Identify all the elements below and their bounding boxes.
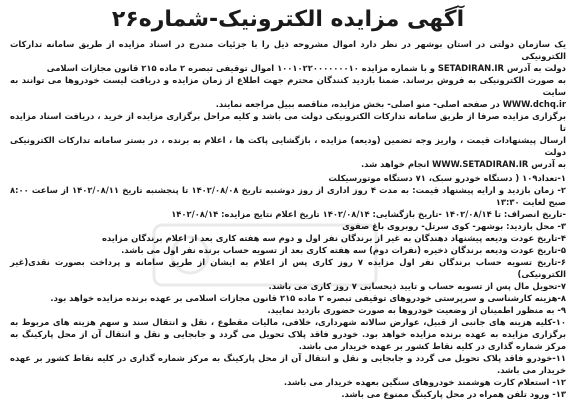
list-item: ۷-تحویل مال پس از تسویه حساب و تایید ذیحسابی ۷ روز کاری می باشد.	[268, 281, 566, 291]
list-item: ۹- به منظور اطمینان از وضعیت خودروها به صورت حضوری بازدید نمایید.	[267, 305, 566, 315]
list-item: -تاریخ انصراف: تا ۱۴۰۲/۰۸/۱۴ -تاریخ بازگشایی: ۱۴۰۲/۰۸/۱۴ تاریخ اعلام نتایج مزایده: ۱۴۰۲/۰۸/۱۴	[171, 209, 566, 219]
list-item: ۵-تاریخ عودت ودیعه برندگان ذخیره (نفرات دوم) سه هفته کاری بعد از تسویه حساب برنده نفر اول می باشد.	[121, 245, 566, 255]
notice-items	[10, 172, 566, 400]
intro-line: یک سازمان دولتی در استان بوشهر در نظر دارد اموال مشروحه ذیل را با جزئیات مندرج در اسناد مزایده از طریق سامانه تدارکات الکترونیکی	[10, 39, 566, 61]
list-item: ۱-تعداد۱۰۹ ( دستگاه خودرو سبک، ۷۱ دستگاه موتورسیکلت	[328, 173, 566, 183]
intro-line: WWW.dchq.ir در صفحه اصلی- منو اصلی- بخش مزایده، مناقصه ببیل مراجعه نمایند.	[215, 99, 566, 109]
intro-line: برگزاری مزایده صرفا از طریق سامانه تدارکات الکترونیکی دولت می باشد و کلیه مراحل برگزاری مزایده از خرید ، دریافت اسناد مزایده تا	[10, 111, 566, 133]
notice-title: آگهی مزایده الکترونیک-شماره۲۶	[111, 7, 465, 32]
list-item: ۱۳- ورود تلفن همراه در محل پارکینگ ممنوع می باشد.	[341, 389, 566, 399]
list-item: ۳- محل بازدید: بوشهر- کوی سرتل- روبروی باغ صفوی	[342, 221, 566, 231]
list-item: ۸-هزینه کارشناسی و سرپرستی خودروهای توقیفی تبصره ۲ ماده ۲۱۵ قانون مجازات اسلامی بر عهده برنده مزایده خواهد بود.	[50, 293, 566, 303]
intro-line: به آدرس WWW.SETADIRAN.IR انجام خواهد شد.	[360, 159, 566, 169]
list-item: ۱۰-کلیه هزینه های جانبی از قبیل، عوارض سالانه شهرداری، خلافی، مالیات مقطوع ، نقل و انتقال سند و سهم هزینه های مربوط به برگزاری مزایده به عهده برنده مزایده خواهد بود. خودرو فاقد پلاک تحویل می گردد و جابجایی و نقل و انتقال آن از محل پارکینگ به مرکز شماره گذاری در کلیه نقاط کشور بر عهده خریدار می باشد.	[10, 317, 566, 351]
list-item: ۱۱-خودرو فاقد پلاک تحویل می گردد و جابجایی و نقل و انتقال آن از محل پارکینگ به مرکز شماره گذاری در کلیه نقاط کشور بر عهده خریدار می باشد.	[10, 353, 566, 375]
list-item: ۶-تاریخ تسویه حساب برندگان نفر اول مزایده ۷ روز کاری پس از اعلام به ایشان از طریق سامانه و پرداخت بصورت نقدی(غیر الکترونیکی)	[10, 257, 566, 279]
list-item: ۱۲- استعلام کارت هوشمند خودروهای سنگین بعهده خریدار می باشد.	[283, 377, 566, 387]
intro-line: دولت به آدرس SETADIRAN.IR و با شماره مزایده ۱۰۰۱۰۲۲۰۰۰۰۰۰۰۱۰ اموال توقیفی تبصره ۲ ماده ۲۱۵ قانون مجازات اسلامی	[46, 63, 566, 73]
intro-line: به صورت الکترونیکی به فروش برساند. ضمنا بازدید کنندگان محترم جهت اطلاع از زمان مزایده و دریافت لیست خودروها می توانند به سایت	[10, 75, 566, 97]
list-item: ۴-تاریخ عودت ودیعه پیشنهاد دهندگان به غیر از برندگان نفر اول و دوم سه هفته کاری بعد از اعلام برندگان مزایده	[101, 233, 566, 243]
intro-line: ارسال پیشنهادات قیمت ، واریز وجه تضمین (ودیعه) مزایده ، بازگشایی پاکت ها ، اعلام به برنده ، در بستر سامانه تدارکات الکترونیکی دولت	[10, 135, 566, 157]
notice-intro	[10, 38, 566, 170]
list-item: ۲- زمان بازدید و ارایه پیشنهاد قیمت: به مدت ۴ روز اداری از روز دوشنبه تاریخ ۱۴۰۲/۰۸/۰۸ تا پنجشنبه تاریخ ۱۴۰۲/۰۸/۱۱ از ساعت ۸:۰۰ صبح لغایت ۱۳:۳۰	[10, 185, 566, 207]
